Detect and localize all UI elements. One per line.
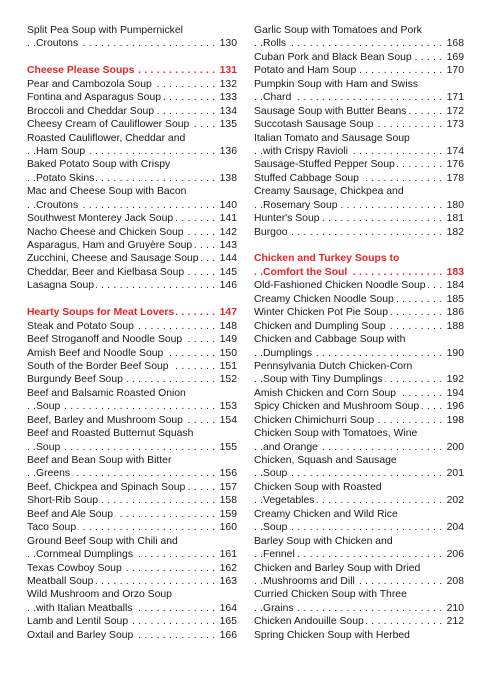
entry-title: Ham Soup xyxy=(36,145,86,157)
section-heading xyxy=(27,306,237,319)
page-number: 169 xyxy=(444,51,464,64)
page-number: 194 xyxy=(444,387,464,400)
toc-entry xyxy=(27,602,237,615)
entry-title: Rosemary Soup xyxy=(263,199,338,211)
entry-title: Chicken and Turkey Soups to xyxy=(254,253,400,265)
toc-entry xyxy=(254,226,464,239)
page-number: 210 xyxy=(444,602,464,615)
entry-title: Stuffed Cabbage Soup xyxy=(254,172,359,184)
toc-entry xyxy=(254,615,464,628)
toc-entry xyxy=(27,185,237,198)
entry-title: Pennsylvania Dutch Chicken-Corn xyxy=(254,360,413,372)
entry-title: Potato Skins xyxy=(36,172,95,184)
entry-title: Curried Chicken Soup with Three xyxy=(254,589,407,601)
toc-entry xyxy=(254,521,464,534)
entry-title: Chicken Andouille Soup xyxy=(254,616,364,628)
toc-entry xyxy=(254,91,464,104)
toc-right-column xyxy=(254,24,464,642)
toc-entry xyxy=(254,51,464,64)
toc-entry xyxy=(27,279,237,292)
page-number: 150 xyxy=(217,347,237,360)
section-heading xyxy=(27,64,237,77)
page-number: 145 xyxy=(217,266,237,279)
entry-title: Texas Cowboy Soup xyxy=(27,562,122,574)
page-number: 161 xyxy=(217,548,237,561)
toc-entry xyxy=(254,105,464,118)
entry-title: Zucchini, Cheese and Sausage Soup xyxy=(27,253,199,265)
page-number: 140 xyxy=(217,199,237,212)
entry-title: Rolls xyxy=(263,38,287,50)
entry-title: Winter Chicken Pot Pie Soup xyxy=(254,307,388,319)
entry-title: Lamb and Lentil Soup xyxy=(27,616,129,628)
entry-title: with Crispy Ravioli xyxy=(263,145,348,157)
page-number: 192 xyxy=(444,373,464,386)
toc-entry xyxy=(27,588,237,601)
toc-entry xyxy=(27,158,237,171)
entry-title: Oxtail and Barley Soup xyxy=(27,629,134,641)
page-number: 176 xyxy=(444,158,464,171)
entry-title: Beef and Ale Soup xyxy=(27,508,114,520)
page-number: 190 xyxy=(444,347,464,360)
toc-entry xyxy=(254,64,464,77)
page-number: 202 xyxy=(444,494,464,507)
entry-title: Creamy Sausage, Chickpea and xyxy=(254,186,404,198)
page-number: 130 xyxy=(217,37,237,50)
page-number: 186 xyxy=(444,306,464,319)
page-number: 180 xyxy=(444,199,464,212)
entry-title: Beef and Balsamic Roasted Onion xyxy=(27,387,186,399)
page-number: 184 xyxy=(444,279,464,292)
page-number: 138 xyxy=(217,172,237,185)
section-heading xyxy=(254,266,464,279)
toc-entry xyxy=(254,441,464,454)
toc-entry xyxy=(254,575,464,588)
entry-title: Asparagus, Ham and Gruyère Soup xyxy=(27,240,193,251)
toc-entry xyxy=(254,535,464,548)
entry-title: Spicy Chicken and Mushroom Soup xyxy=(254,401,420,413)
page-number: 188 xyxy=(444,320,464,333)
page-number: 170 xyxy=(444,64,464,77)
entry-title: Succotash Sausage Soup xyxy=(254,119,374,131)
toc-entry xyxy=(254,118,464,131)
toc-entry xyxy=(254,78,464,91)
entry-title: Chicken and Cabbage Soup with xyxy=(254,334,406,346)
page-number: 166 xyxy=(217,629,237,642)
entry-title: Cheesy Cream of Cauliflower Soup xyxy=(27,119,190,131)
toc-entry xyxy=(27,562,237,575)
page-number: 204 xyxy=(444,521,464,534)
toc-entry xyxy=(254,145,464,158)
toc-entry xyxy=(27,172,237,185)
toc-entry xyxy=(27,494,237,507)
toc-entry xyxy=(254,37,464,50)
page-number: 132 xyxy=(217,78,237,91)
toc-entry xyxy=(254,467,464,480)
page-number: 131 xyxy=(217,64,237,77)
entry-title: Sausage Soup with Butter Beans xyxy=(254,105,407,117)
page-number: 148 xyxy=(217,320,237,333)
page-number: 157 xyxy=(217,481,237,494)
entry-title: Beef, Chickpea and Spinach Soup xyxy=(27,481,186,493)
section-spacer xyxy=(27,51,237,64)
page-number: 136 xyxy=(217,145,237,158)
section-spacer xyxy=(254,239,464,252)
page-number: 208 xyxy=(444,575,464,588)
entry-title: Beef and Roasted Butternut Squash xyxy=(27,428,194,440)
toc-entry xyxy=(254,293,464,306)
toc-entry xyxy=(27,521,237,534)
toc-entry xyxy=(27,266,237,279)
page-number: 146 xyxy=(217,279,237,292)
toc-entry xyxy=(27,441,237,454)
entry-title: Roasted Cauliflower, Cheddar and xyxy=(27,132,186,144)
entry-title: Comfort the Soul xyxy=(263,266,348,278)
entry-title: Burgundy Beef Soup xyxy=(27,374,123,386)
toc-entry xyxy=(27,373,237,386)
page-number: 159 xyxy=(217,508,237,521)
page-number: 212 xyxy=(444,615,464,628)
toc-entry xyxy=(254,360,464,373)
page-number: 196 xyxy=(444,400,464,413)
entry-title: Split Pea Soup with Pumpernickel xyxy=(27,25,183,36)
toc-entry xyxy=(27,132,237,145)
toc-entry xyxy=(254,172,464,185)
entry-title: Amish Chicken and Corn Soup xyxy=(254,387,397,399)
toc-entry xyxy=(254,279,464,292)
page-number: 151 xyxy=(217,360,237,373)
entry-title: Amish Beef and Noodle Soup xyxy=(27,347,164,359)
page-number: 133 xyxy=(217,91,237,104)
toc-entry xyxy=(254,400,464,413)
entry-title: Hunter's Soup xyxy=(254,213,320,225)
section-spacer xyxy=(27,293,237,306)
entry-title: Cornmeal Dumplings xyxy=(36,549,134,561)
page-number: 155 xyxy=(217,441,237,454)
toc-entry xyxy=(254,333,464,346)
toc-entry xyxy=(27,454,237,467)
page-number: 147 xyxy=(217,306,237,319)
entry-title: Ground Beef Soup with Chili and xyxy=(27,535,178,547)
entry-title: Fontina and Asparagus Soup xyxy=(27,92,162,104)
entry-title: Southwest Monterey Jack Soup xyxy=(27,213,174,225)
toc-entry xyxy=(254,132,464,145)
entry-title: Taco Soup xyxy=(27,522,77,534)
page-number: 198 xyxy=(444,414,464,427)
toc-entry xyxy=(27,360,237,373)
toc-entry xyxy=(254,185,464,198)
page-number: 156 xyxy=(217,467,237,480)
toc-entry xyxy=(254,199,464,212)
section-heading xyxy=(254,252,464,265)
entry-title: Creamy Chicken and Wild Rice xyxy=(254,508,398,520)
toc-entry xyxy=(254,373,464,386)
toc-entry xyxy=(27,481,237,494)
entry-title: Soup xyxy=(263,522,288,534)
entry-title: Mac and Cheese Soup with Bacon xyxy=(27,186,187,198)
toc-entry xyxy=(27,239,237,252)
page-number: 160 xyxy=(217,521,237,534)
entry-title: Cuban Pork and Black Bean Soup xyxy=(254,51,412,63)
toc-entry xyxy=(254,158,464,171)
toc-entry xyxy=(27,333,237,346)
entry-title: Old-Fashioned Chicken Noodle Soup xyxy=(254,280,426,292)
entry-title: Meatball Soup xyxy=(27,575,94,587)
toc-entry xyxy=(27,252,237,265)
toc-entry xyxy=(254,387,464,400)
page-number: 171 xyxy=(444,91,464,104)
entry-title: Soup with Tiny Dumplings xyxy=(263,374,383,386)
toc-entry xyxy=(27,414,237,427)
entry-title: Pear and Cambozola Soup xyxy=(27,78,152,90)
entry-title: Burgoo xyxy=(254,226,288,238)
entry-title: Croutons xyxy=(36,199,79,211)
page-number: 200 xyxy=(444,441,464,454)
entry-title: Beef, Barley and Mushroom Soup xyxy=(27,414,183,426)
page-number: 163 xyxy=(217,575,237,588)
entry-title: Nacho Cheese and Chicken Soup xyxy=(27,226,184,238)
toc-entry xyxy=(27,145,237,158)
entry-title: Vegetables xyxy=(263,495,315,507)
toc-entry xyxy=(254,212,464,225)
toc-entry xyxy=(27,575,237,588)
toc-entry xyxy=(27,226,237,239)
entry-title: Italian Tomato and Sausage Soup xyxy=(254,132,410,144)
entry-title: Lasagna Soup xyxy=(27,280,95,292)
entry-title: Chicken Soup with Tomatoes, Wine xyxy=(254,428,418,440)
entry-title: Mushrooms and Dill xyxy=(263,575,355,587)
toc-entry xyxy=(27,535,237,548)
entry-title: Pumpkin Soup with Ham and Swiss xyxy=(254,78,419,90)
toc-entry xyxy=(27,78,237,91)
entry-title: Spring Chicken Soup with Herbed xyxy=(254,629,410,641)
entry-title: Creamy Chicken Noodle Soup xyxy=(254,293,394,305)
entry-title: with Italian Meatballs xyxy=(36,602,133,614)
toc-entry xyxy=(254,24,464,37)
toc-entry xyxy=(27,629,237,642)
entry-title: Soup xyxy=(36,441,61,453)
page-number: 168 xyxy=(444,37,464,50)
entry-title: Potato and Ham Soup xyxy=(254,65,357,77)
page-number: 206 xyxy=(444,548,464,561)
page-number: 152 xyxy=(217,373,237,386)
entry-title: Sausage-Stuffed Pepper Soup xyxy=(254,159,395,171)
page-number: 173 xyxy=(444,118,464,131)
entry-title: Chicken and Barley Soup with Dried xyxy=(254,562,421,574)
entry-title: South of the Border Beef Soup xyxy=(27,360,169,372)
page-number: 164 xyxy=(217,602,237,615)
toc-entry xyxy=(254,629,464,642)
page-number: 135 xyxy=(217,118,237,131)
page-number: 149 xyxy=(217,333,237,346)
page-number: 142 xyxy=(217,226,237,239)
toc-entry xyxy=(254,548,464,561)
toc-entry xyxy=(27,212,237,225)
entry-title: Beef and Bean Soup with Bitter xyxy=(27,455,172,466)
entry-title: Chicken, Squash and Sausage xyxy=(254,455,397,466)
entry-title: Chicken Chimichurri Soup xyxy=(254,414,375,426)
entry-title: Greens xyxy=(36,468,71,480)
toc-entry xyxy=(254,306,464,319)
toc-entry xyxy=(27,320,237,333)
toc-entry xyxy=(27,615,237,628)
page-number: 201 xyxy=(444,467,464,480)
toc-entry xyxy=(254,602,464,615)
entry-title: and Orange xyxy=(263,441,318,453)
toc-entry xyxy=(254,454,464,467)
page-number: 154 xyxy=(217,414,237,427)
entry-title: Short-Rib Soup xyxy=(27,495,99,507)
toc-entry xyxy=(254,320,464,333)
toc-entry xyxy=(27,347,237,360)
entry-title: Beef Stroganoff and Noodle Soup xyxy=(27,334,183,346)
entry-title: Wild Mushroom and Orzo Soup xyxy=(27,589,172,601)
entry-title: Soup xyxy=(263,468,288,480)
entry-title: Cheese Please Soups xyxy=(27,65,135,77)
page-number: 141 xyxy=(217,212,237,225)
toc-left-column xyxy=(27,24,237,642)
page-number: 182 xyxy=(444,226,464,239)
toc-entry xyxy=(27,387,237,400)
page-number: 143 xyxy=(217,239,237,252)
entry-title: Grains xyxy=(263,602,294,614)
entry-title: Fennel xyxy=(263,549,295,561)
entry-title: Hearty Soups for Meat Lovers xyxy=(27,307,175,319)
toc-entry xyxy=(27,105,237,118)
toc-entry xyxy=(254,588,464,601)
entry-title: Chicken and Dumpling Soup xyxy=(254,320,386,332)
entry-title: Chicken Soup with Roasted xyxy=(254,481,382,493)
toc-entry xyxy=(27,508,237,521)
entry-title: Broccoli and Cheddar Soup xyxy=(27,105,155,117)
toc-entry xyxy=(27,427,237,440)
toc-entry xyxy=(254,414,464,427)
page-number: 158 xyxy=(217,494,237,507)
toc-entry xyxy=(254,347,464,360)
page-number: 172 xyxy=(444,105,464,118)
toc-entry xyxy=(254,481,464,494)
toc-entry xyxy=(27,118,237,131)
toc-entry xyxy=(27,91,237,104)
entry-title: Chard xyxy=(263,92,292,104)
page-number: 165 xyxy=(217,615,237,628)
page-number: 144 xyxy=(217,252,237,265)
page-number: 162 xyxy=(217,562,237,575)
page-number: 174 xyxy=(444,145,464,158)
toc-entry xyxy=(254,494,464,507)
entry-title: Soup xyxy=(36,401,61,413)
toc-entry xyxy=(27,37,237,50)
toc-entry xyxy=(27,199,237,212)
toc-entry xyxy=(27,467,237,480)
page-number: 185 xyxy=(444,293,464,306)
entry-title: Barley Soup with Chicken and xyxy=(254,535,393,547)
entry-title: Cheddar, Beer and Kielbasa Soup xyxy=(27,266,185,278)
toc-entry xyxy=(27,548,237,561)
toc-entry xyxy=(27,400,237,413)
page-number: 183 xyxy=(444,266,464,279)
page-number: 178 xyxy=(444,172,464,185)
page-number: 181 xyxy=(444,212,464,225)
page-number: 153 xyxy=(217,400,237,413)
page-number: 134 xyxy=(217,105,237,118)
entry-title: Dumplings xyxy=(263,347,313,359)
entry-title: Baked Potato Soup with Crispy xyxy=(27,159,171,171)
entry-title: Steak and Potato Soup xyxy=(27,320,134,332)
toc-entry xyxy=(254,562,464,575)
toc-entry xyxy=(27,24,237,37)
entry-title: Croutons xyxy=(36,38,79,50)
toc-entry xyxy=(254,508,464,521)
toc-entry xyxy=(254,427,464,440)
entry-title: Garlic Soup with Tomatoes and Pork xyxy=(254,25,422,36)
